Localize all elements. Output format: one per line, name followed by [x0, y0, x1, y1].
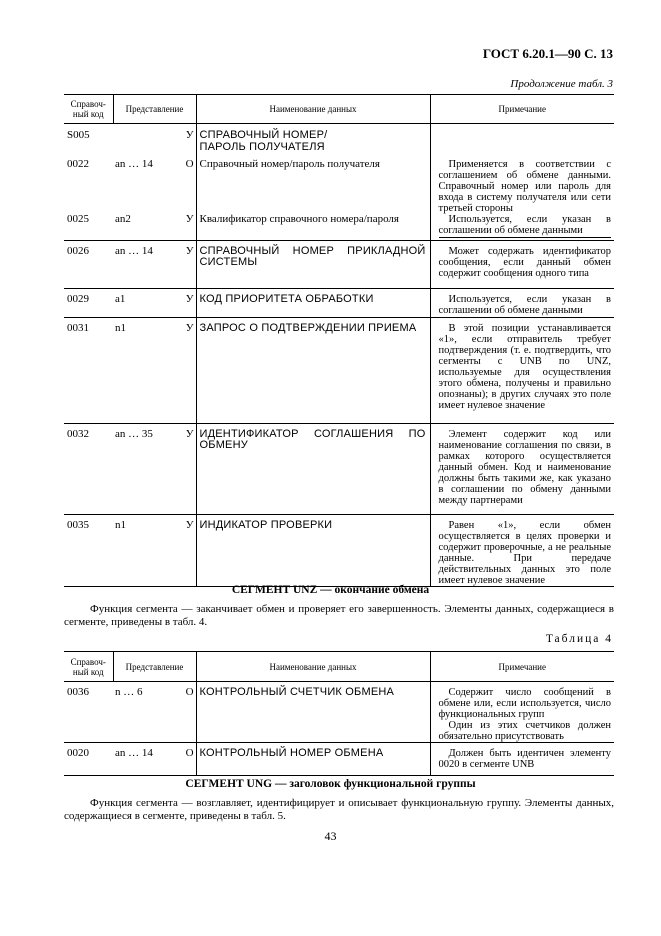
row-code: 0020	[64, 743, 113, 776]
row-note: Равен «1», если обмен осуществляется в целях проверки и содержит проверочные, а не реальные данные. При передаче действительных данных это поле имеет нулевое значение	[430, 514, 614, 586]
row-note: Должен быть идентичен элементу 0020 в сегменте UNB	[430, 743, 614, 776]
row-name: СПРАВОЧНЫЙ НОМЕР ПРИКЛАДНОЙ СИСТЕМЫ	[196, 240, 430, 288]
table-row	[64, 682, 614, 743]
row-note	[430, 124, 614, 154]
table-3	[64, 94, 614, 587]
row-name	[196, 124, 430, 154]
row-name-line1: СПРАВОЧНЫЙ НОМЕР/	[199, 129, 328, 141]
row-name: ЗАПРОС О ПОДТВЕРЖДЕНИИ ПРИЕМА	[196, 317, 430, 423]
row-name: ИДЕНТИФИКАТОР СОГЛАШЕНИЯ ПО ОБМЕНУ	[196, 423, 430, 514]
row-repr	[113, 124, 173, 154]
table-row	[64, 423, 614, 514]
row-note: Может содержать идентификатор сообщения, если данный обмен содержит сообщения одного типа	[430, 240, 614, 288]
row-note: Применяется в соответствии с соглашением об обмене данными. Справочный номер или пароль для входа в систему получателя или сети третьей стороны	[430, 153, 614, 214]
row-code: 0032	[64, 423, 113, 514]
row-note: Элемент содержит код или наименование соглашения по связи, в рамках которого осуществляется данный обмен. Код и наименование должны быть такими же, как указано в соглашении по обмену данными между партнерами	[430, 423, 614, 514]
row-repr: an … 35	[113, 423, 173, 514]
row-code: 0025	[67, 213, 89, 225]
row-repr: an2	[115, 213, 131, 225]
table-4-caption: Таблица 4	[545, 633, 613, 645]
row-repr: an … 14	[113, 743, 173, 776]
row-status: У	[173, 288, 196, 317]
segment-ung-paragraph: Функция сегмента — возглавляет, идентифицирует и описывает функциональную группу. Элементы данных, содержащиеся в сегменте, приведены в табл. 5.	[64, 797, 614, 822]
row-note: В этой позиции устанавливается «1», если отправитель требует подтверждения (т. е. подтвердить, что сегменты с UNB по UNZ, используемые для осуществления этого обмена, получены и правильно опознаны); в других случаях это поле имеет нулевое значение	[430, 317, 614, 423]
table-header-row	[64, 95, 614, 124]
row-repr: an … 14	[113, 240, 173, 288]
row-repr: a1	[113, 288, 173, 317]
col-header-name: Наименование данных	[196, 95, 430, 124]
row-repr: n1	[113, 317, 173, 423]
table-row	[64, 153, 614, 214]
col-header-repr: Представление	[113, 95, 196, 124]
table-row	[64, 317, 614, 423]
table-continuation-label: Продолжение табл. 3	[510, 78, 613, 90]
table-row	[64, 124, 614, 154]
table-row	[64, 514, 614, 586]
col-header-note: Примечание	[430, 652, 614, 682]
col-header-code: Справоч- ный код	[64, 95, 113, 124]
row-code: S005	[67, 129, 90, 141]
segment-unz-title: СЕГМЕНТ UNZ — окончание обмена	[231, 584, 430, 596]
row-status: У	[173, 423, 196, 514]
row-name: Квалификатор справочного номера/пароля	[196, 214, 430, 240]
table-header-row	[64, 652, 614, 682]
page-header: ГОСТ 6.20.1—90 С. 13	[482, 46, 613, 61]
table-row	[64, 288, 614, 317]
row-status: У	[185, 213, 194, 225]
page-number: 43	[324, 829, 337, 843]
table-row	[64, 240, 614, 288]
segment-ung-title: СЕГМЕНТ UNG — заголовок функциональной группы	[185, 778, 476, 790]
row-repr: n1	[113, 514, 173, 586]
row-status: У	[173, 514, 196, 586]
row-note: Используется, если указан в соглашении об обмене данными	[430, 288, 614, 317]
col-header-note: Примечание	[430, 95, 614, 124]
row-status: О	[173, 743, 196, 776]
row-name: ИНДИКАТОР ПРОВЕРКИ	[196, 514, 430, 586]
row-name: Справочный номер/пароль получателя	[196, 153, 430, 214]
row-status: О	[185, 686, 194, 698]
row-code: 0035	[64, 514, 113, 586]
col-header-code: Справоч- ный код	[64, 652, 113, 682]
row-code: 0029	[64, 288, 113, 317]
row-code: 0022	[67, 158, 89, 170]
row-name-line2: ПАРОЛЬ ПОЛУЧАТЕЛЯ	[199, 140, 325, 153]
row-status: О	[185, 158, 194, 170]
row-code: 0031	[64, 317, 113, 423]
row-status: У	[185, 129, 194, 141]
col-header-repr: Представление	[113, 652, 196, 682]
table-row	[64, 214, 614, 240]
row-name: КОД ПРИОРИТЕТА ОБРАБОТКИ	[196, 288, 430, 317]
row-code: 0036	[67, 686, 89, 698]
row-note: Содержит число сообщений в обмене или, если используется, число функциональных групп Один из этих счетчиков должен обязательно присутствовать	[430, 682, 614, 743]
row-code: 0026	[64, 240, 113, 288]
row-status: У	[173, 317, 196, 423]
table-row	[64, 743, 614, 776]
row-repr: an … 14	[115, 158, 153, 170]
row-repr: n … 6	[115, 686, 143, 698]
row-note: Используется, если указан в соглашении об обмене данными	[430, 214, 614, 240]
row-name: КОНТРОЛЬНЫЙ СЧЕТЧИК ОБМЕНА	[196, 682, 430, 743]
table-4	[64, 651, 614, 776]
segment-unz-paragraph: Функция сегмента — заканчивает обмен и проверяет его завершенность. Элементы данных, содержащиеся в сегменте, приведены в табл. 4.	[64, 603, 614, 628]
row-name: КОНТРОЛЬНЫЙ НОМЕР ОБМЕНА	[196, 743, 430, 776]
col-header-name: Наименование данных	[196, 652, 430, 682]
row-status: У	[173, 240, 196, 288]
